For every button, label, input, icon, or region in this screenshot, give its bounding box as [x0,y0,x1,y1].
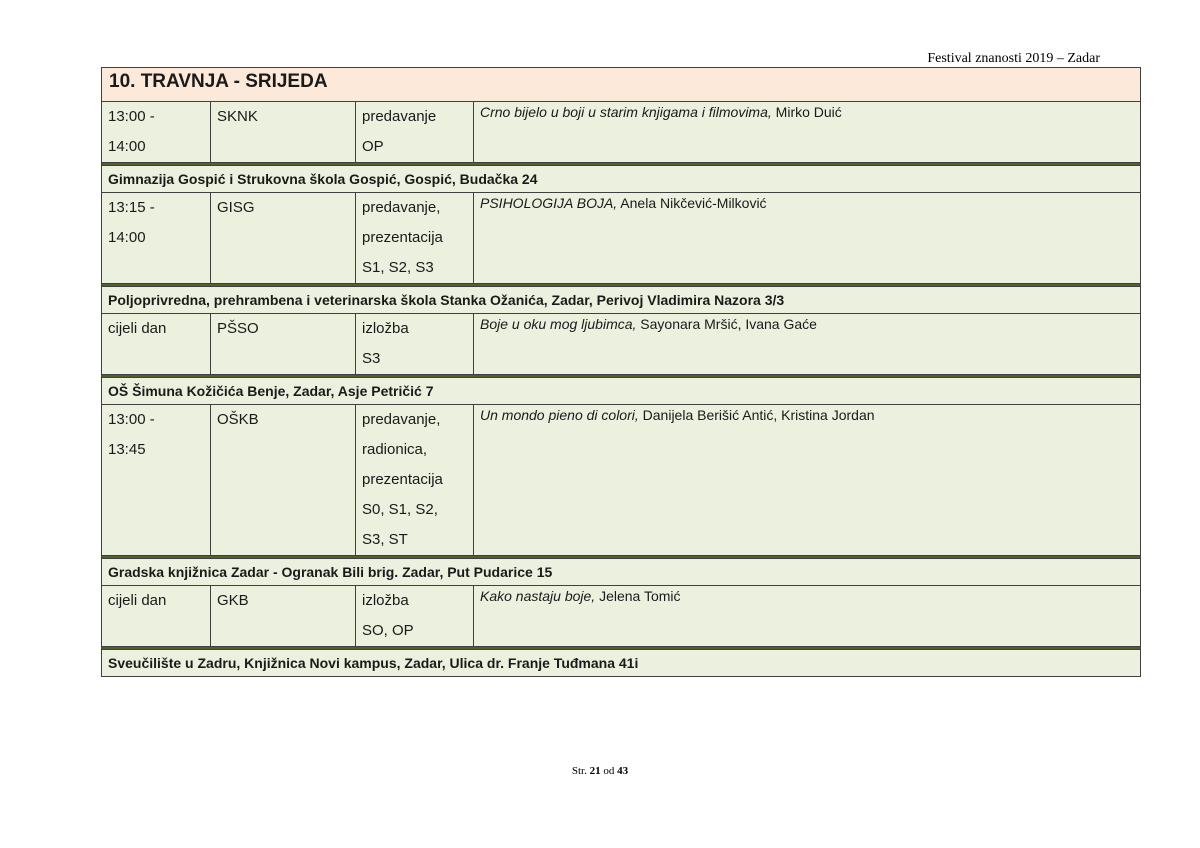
day-title-row [102,68,1141,102]
event-row [102,586,1141,647]
event-time-line: 14:00 [108,138,146,155]
schedule-table [101,67,1141,677]
footer-prefix: Str. [571,765,590,777]
footer-middle: od [600,765,618,777]
event-description [474,314,1141,375]
event-time [102,102,211,163]
event-type-line: prezentacija [362,471,443,488]
venue-row [102,378,1141,405]
event-code: OŠKB [211,405,356,556]
event-type [356,586,474,647]
event-title: Kako nastaju boje, [480,588,596,604]
event-title: Boje u oku mog ljubimca, [480,316,637,332]
event-type [356,193,474,284]
venue-label: OŠ Šimuna Kožičića Benje, Zadar, Asje Petričić 7 [102,378,1141,405]
venue-row [102,287,1141,314]
venue-row [102,166,1141,193]
event-row [102,102,1141,163]
event-title: PSIHOLOGIJA BOJA, [480,195,618,211]
page-footer [0,765,1200,777]
event-type-line: izložba [362,320,409,337]
event-time-line: 13:45 [108,441,146,458]
event-time-line: cijeli dan [108,320,167,337]
event-title: Un mondo pieno di colori, [480,407,639,423]
event-row [102,193,1141,284]
event-type-line: izložba [362,592,409,609]
footer-page-number: 21 [589,765,601,777]
venue-label: Sveučilište u Zadru, Knjižnica Novi kampus, Zadar, Ulica dr. Franje Tuđmana 41i [102,650,1141,677]
event-type-line: predavanje, [362,199,441,216]
event-description [474,102,1141,163]
event-time-line: 14:00 [108,229,146,246]
footer-page-total: 43 [617,765,629,777]
event-time-line: 13:00 - [108,108,155,125]
event-type-line: predavanje [362,108,437,125]
event-type [356,314,474,375]
event-row [102,405,1141,556]
venue-row [102,559,1141,586]
event-code: PŠSO [211,314,356,375]
event-description [474,193,1141,284]
event-description [474,405,1141,556]
event-time [102,193,211,284]
event-type-line: S0, S1, S2, [362,501,438,518]
event-type-line: prezentacija [362,229,443,246]
venue-label: Poljoprivredna, prehrambena i veterinarska škola Stanka Ožanića, Zadar, Perivoj Vladimira Nazora 3/3 [102,287,1141,314]
event-time [102,405,211,556]
event-type-line: S3 [362,350,381,367]
event-type [356,102,474,163]
event-authors: Jelena Tomić [595,588,681,604]
venue-label: Gimnazija Gospić i Strukovna škola Gospić, Gospić, Budačka 24 [102,166,1141,193]
schedule-body [102,68,1141,677]
event-time-line: cijeli dan [108,592,167,609]
event-type-line: S1, S2, S3 [362,259,434,276]
event-type-line: S3, ST [362,531,408,548]
event-type-line: radionica, [362,441,428,458]
event-time [102,314,211,375]
event-title: Crno bijelo u boji u starim knjigama i filmovima, [480,104,772,120]
event-authors: Anela Nikčević-Milković [617,195,767,211]
event-code: GISG [211,193,356,284]
page-header: Festival znanosti 2019 – Zadar [927,51,1100,66]
venue-row [102,650,1141,677]
day-title: 10. TRAVNJA - SRIJEDA [102,68,1141,102]
event-code: SKNK [211,102,356,163]
event-time-line: 13:15 - [108,199,155,216]
event-code: GKB [211,586,356,647]
event-description [474,586,1141,647]
venue-label: Gradska knjižnica Zadar - Ogranak Bili brig. Zadar, Put Pudarice 15 [102,559,1141,586]
event-type [356,405,474,556]
event-authors: Mirko Duić [771,104,842,120]
event-type-line: predavanje, [362,411,441,428]
event-type-line: SO, OP [362,622,414,639]
event-row [102,314,1141,375]
event-authors: Danijela Berišić Antić, Kristina Jordan [638,407,875,423]
event-time-line: 13:00 - [108,411,155,428]
event-type-line: OP [362,138,384,155]
event-time [102,586,211,647]
event-authors: Sayonara Mršić, Ivana Gaće [636,316,817,332]
